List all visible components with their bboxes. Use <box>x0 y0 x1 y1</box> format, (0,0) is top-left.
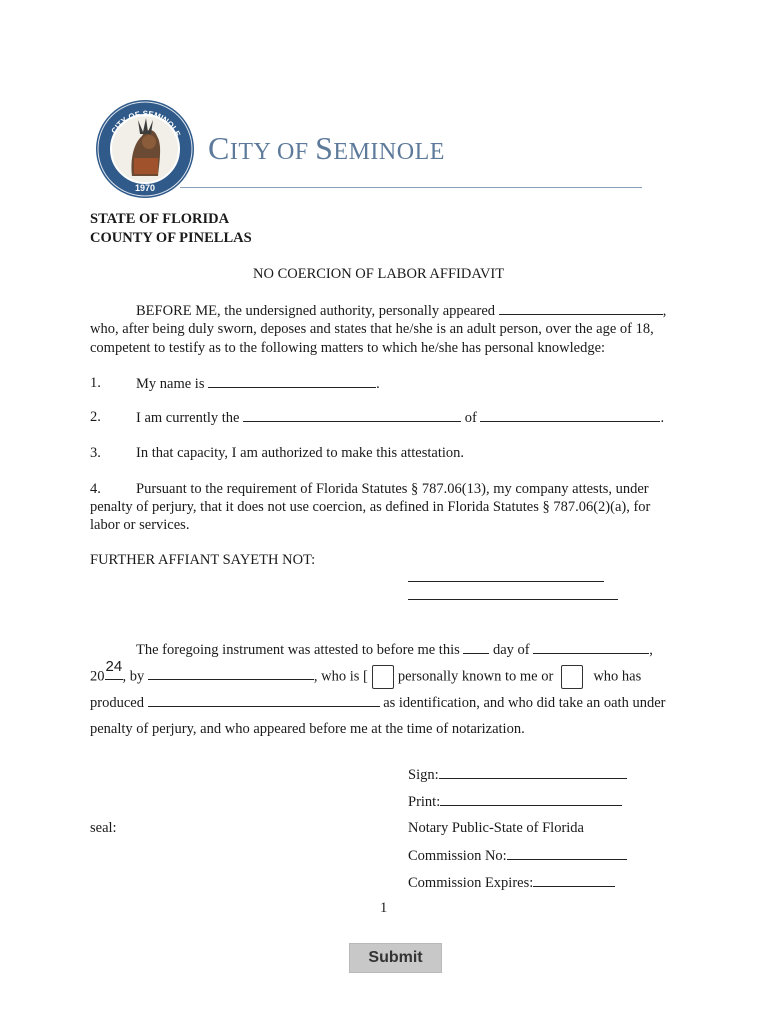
seal-label: seal: <box>90 820 117 836</box>
document-title: NO COERCION OF LABOR AFFIDAVIT <box>253 266 505 282</box>
item-4-line-2: penalty of perjury, that it does not use coercion, as defined in Florida Statutes § 787.06(2)(a), for <box>90 499 651 515</box>
page-number: 1 <box>380 900 388 916</box>
notary-line-2: 20 24 , by , who is [ personally known to me or who has <box>90 665 641 689</box>
notary-line-4: penalty of perjury, and who appeared before me at the time of notarization. <box>90 721 525 737</box>
further-affiant-text: FURTHER AFFIANT SAYETH NOT: <box>90 552 316 568</box>
commission-expires-field[interactable] <box>533 873 615 887</box>
intro-line-2: who, after being duly sworn, deposes and states that he/she is an adult person, over the age of 18, <box>90 321 654 337</box>
submit-button[interactable]: Submit <box>349 943 442 973</box>
affiant-signature-line[interactable] <box>408 568 604 582</box>
affiant-print-line[interactable] <box>408 586 618 600</box>
my-name-field[interactable] <box>208 374 376 388</box>
notary-day-field[interactable] <box>463 640 489 654</box>
seal-year: 1970 <box>134 183 156 193</box>
item-3-text: In that capacity, I am authorized to make this attestation. <box>136 445 465 461</box>
print-row: Print: <box>408 792 622 811</box>
item-3-number: 3. <box>90 445 101 461</box>
intro-line-1: BEFORE ME, the undersigned authority, personally appeared , <box>136 303 667 319</box>
notary-line-1: The foregoing instrument was attested to before me this day of , <box>136 642 653 658</box>
intro-line-3: competent to testify as to the following matters to which he/she has personal knowledge: <box>90 340 606 356</box>
notary-sign-field[interactable] <box>439 765 627 779</box>
company-field[interactable] <box>480 408 660 422</box>
notary-public-label: Notary Public-State of Florida <box>408 820 584 836</box>
commission-no-row: Commission No: <box>408 846 627 865</box>
notary-year-field[interactable]: 24 <box>105 666 123 680</box>
commission-expires-row: Commission Expires: <box>408 873 615 892</box>
header-rule <box>180 187 642 188</box>
state-line: STATE OF FLORIDA <box>90 211 230 227</box>
notary-line-3: produced as identification, and who did take an oath under <box>90 695 666 711</box>
item-2-text: I am currently the of . <box>136 410 665 426</box>
city-seal-logo <box>94 98 196 200</box>
commission-no-field[interactable] <box>507 846 627 860</box>
notary-by-name-field[interactable] <box>148 666 314 680</box>
personally-known-checkbox[interactable] <box>372 665 394 689</box>
affiant-name-field[interactable] <box>499 301 663 315</box>
item-1-text: My name is . <box>136 376 380 392</box>
position-field[interactable] <box>243 408 461 422</box>
svg-text:CITY OF SEMINOLE · FLORIDA: CITY OF SEMINOLE <box>109 109 183 139</box>
identification-type-field[interactable] <box>148 693 380 707</box>
county-line: COUNTY OF PINELLAS <box>90 230 252 246</box>
item-4-number: 4. <box>90 481 101 497</box>
item-4-line-3: labor or services. <box>90 517 190 533</box>
item-1-number: 1. <box>90 375 101 391</box>
item-4-line-1: Pursuant to the requirement of Florida Statutes § 787.06(13), my company attests, under <box>136 481 649 497</box>
produced-id-checkbox[interactable] <box>561 665 583 689</box>
sign-row: Sign: <box>408 765 627 784</box>
item-2-number: 2. <box>90 409 101 425</box>
notary-print-field[interactable] <box>440 792 622 806</box>
notary-month-field[interactable] <box>533 640 649 654</box>
city-title: CITY OF SEMINOLE <box>208 130 445 166</box>
